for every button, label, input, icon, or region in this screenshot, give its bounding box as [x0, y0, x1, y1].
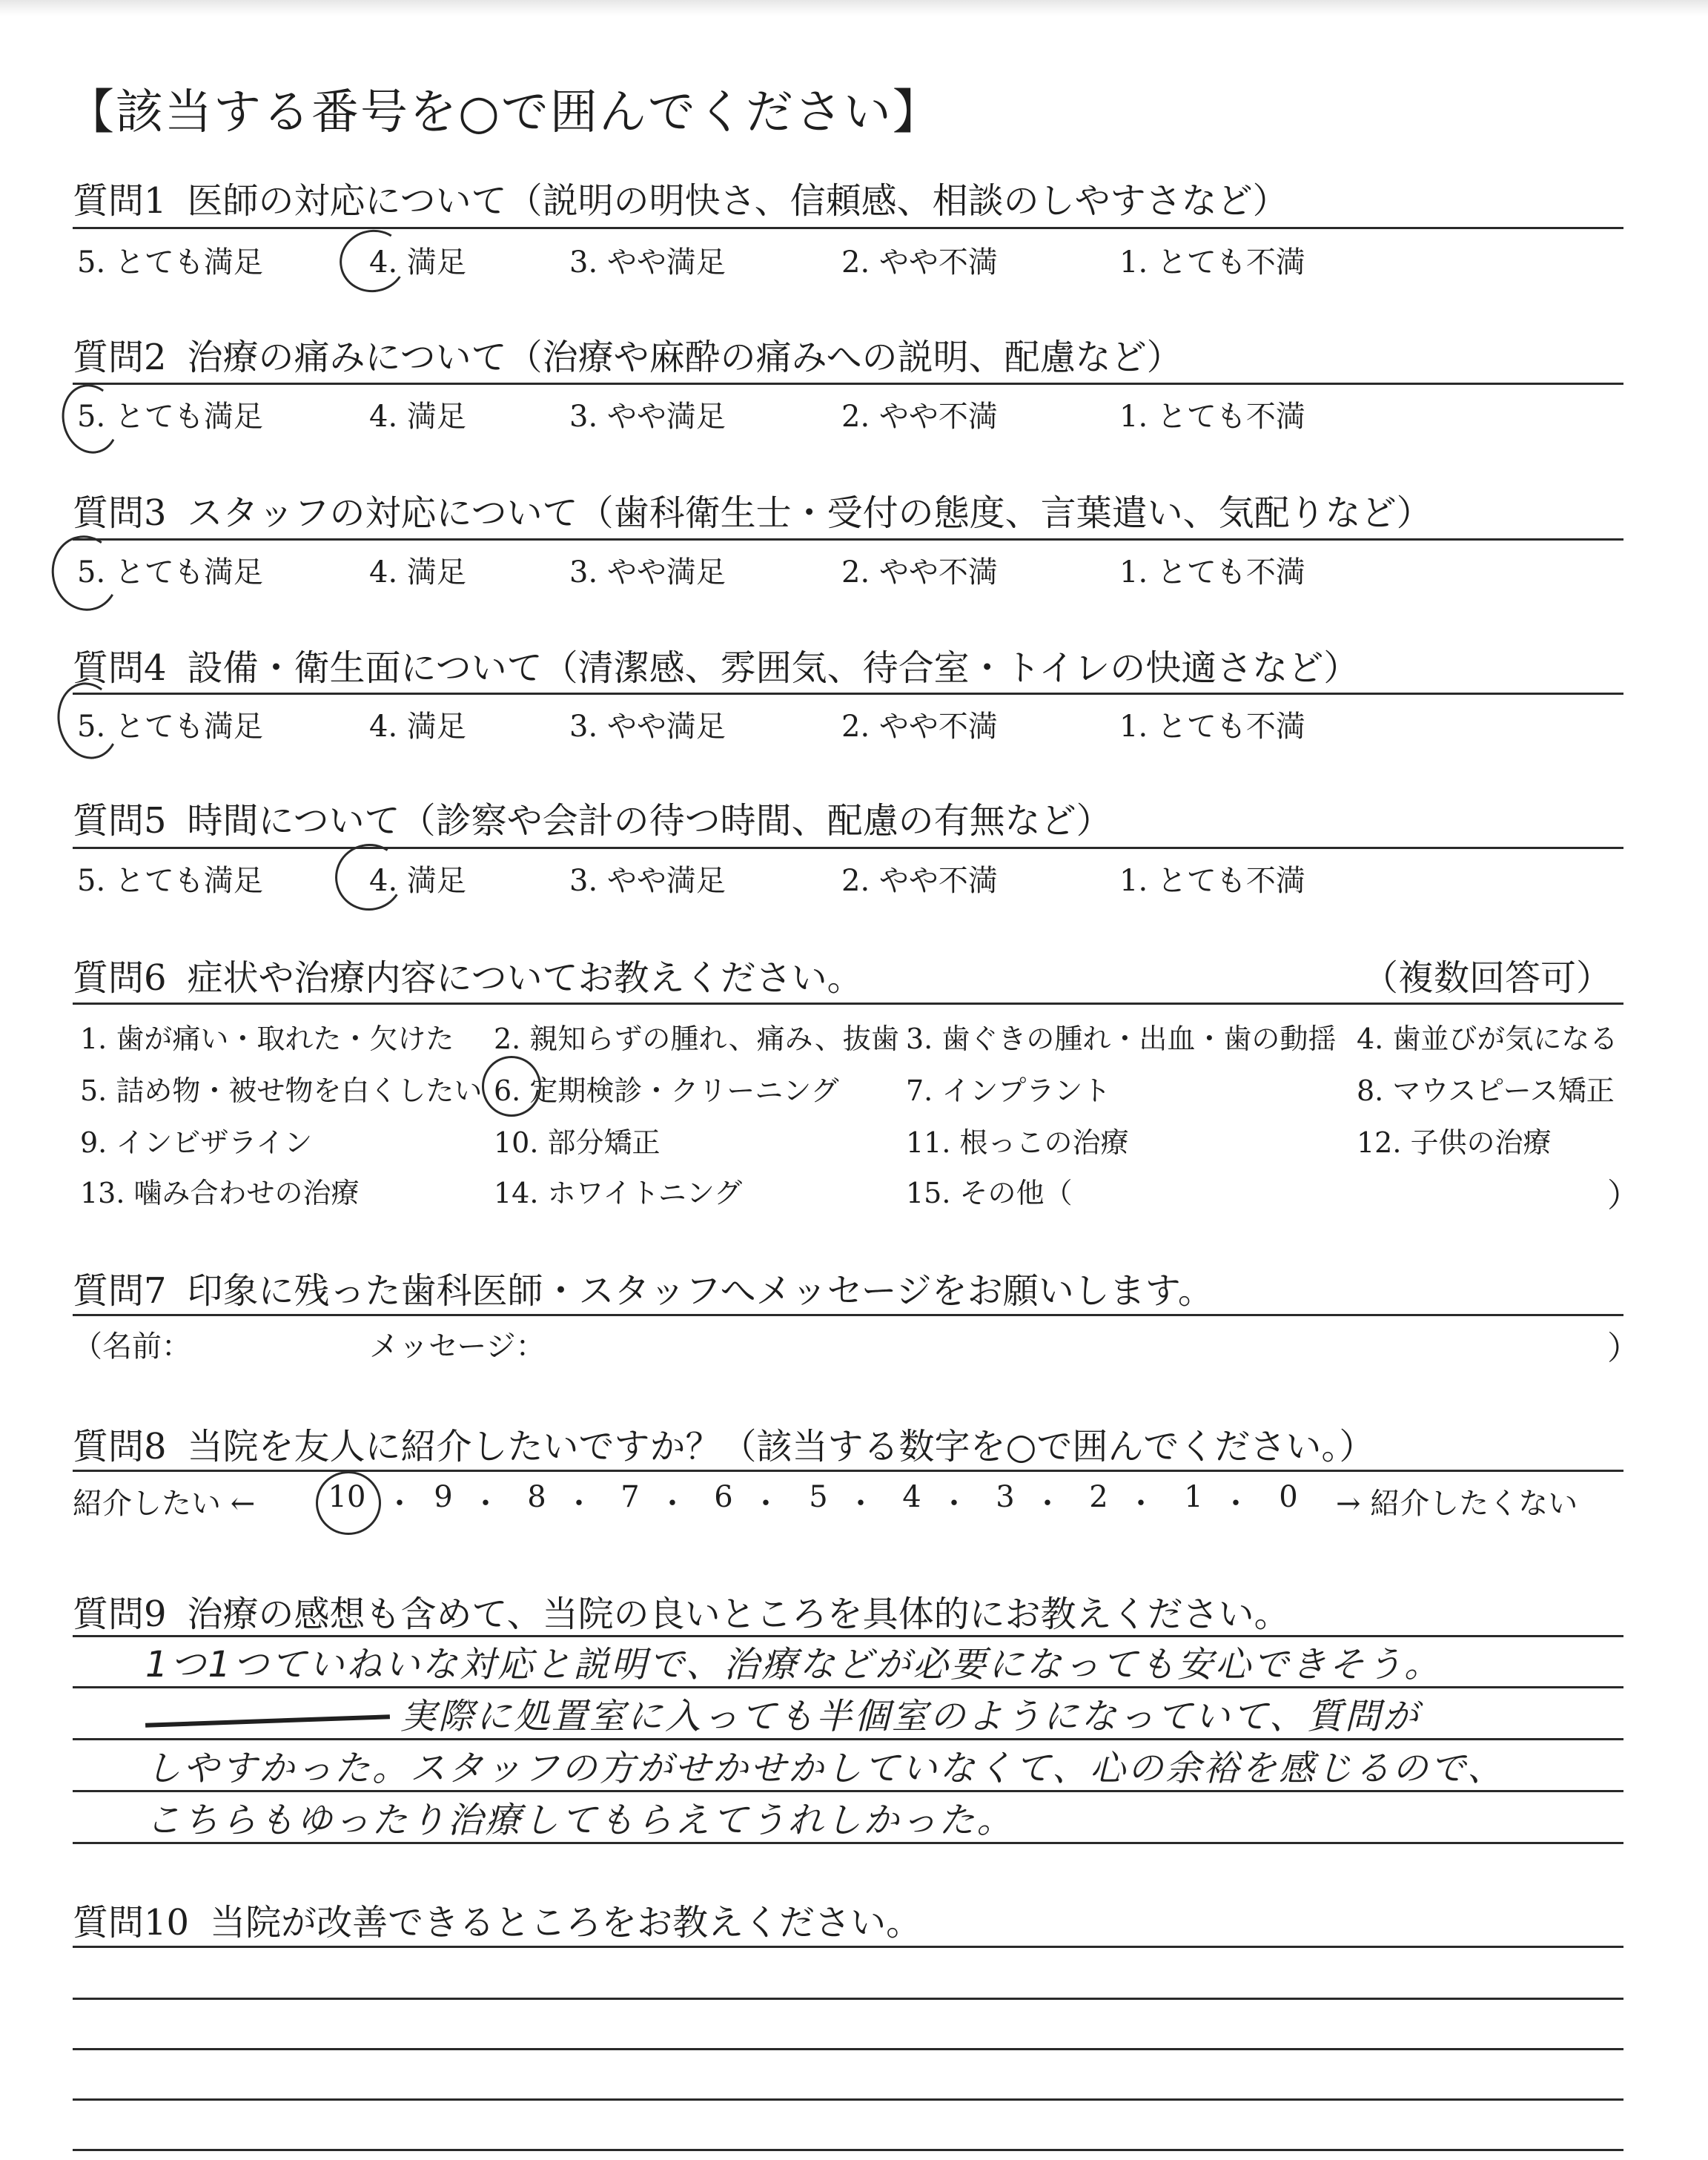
q8-separator: ・ — [1221, 1487, 1251, 1521]
q5-option-2[interactable]: 2. やや不満 — [841, 864, 998, 898]
q8-scale-4[interactable]: 4 — [902, 1480, 921, 1514]
q4-number: 質問4 — [73, 647, 167, 689]
q3-number: 質問3 — [73, 492, 167, 534]
q7-rule — [73, 1314, 1623, 1316]
q8-separator: ・ — [385, 1487, 414, 1521]
q8-scale-6[interactable]: 6 — [714, 1480, 733, 1514]
q4-rule — [73, 693, 1623, 695]
q9-title: 治療の感想も含めて、当院の良いところを具体的にお教えください。 — [187, 1593, 1290, 1635]
q4-title: 設備・衛生面について（清潔感、雰囲気、待合室・トイレの快適さなど） — [187, 647, 1360, 689]
q8-scale-9[interactable]: 9 — [434, 1480, 453, 1514]
q7-title: 印象に残った歯科医師・スタッフへメッセージをお願いします。 — [187, 1270, 1214, 1312]
q2-option-4[interactable]: 4. 満足 — [369, 400, 466, 434]
q5-option-5[interactable]: 5. とても満足 — [77, 864, 263, 898]
q1-option-2[interactable]: 2. やや不満 — [841, 245, 998, 280]
q6-note: （複数回答可） — [1363, 957, 1612, 999]
q4-option-2[interactable]: 2. やや不満 — [841, 710, 998, 744]
q7-name-label: （名前： — [73, 1330, 191, 1364]
q7-number: 質問7 — [73, 1270, 167, 1312]
q3-option-2[interactable]: 2. やや不満 — [841, 555, 998, 589]
q10-answer-line — [73, 2098, 1623, 2101]
q8-separator: ・ — [658, 1487, 687, 1521]
q1-title-row — [73, 172, 1288, 223]
q6-option-9[interactable]: 9. インビザライン — [80, 1126, 313, 1159]
q7-title-row — [73, 1262, 1214, 1313]
q8-title: 当院を友人に紹介したいですか？（該当する数字を○で囲んでください。） — [187, 1426, 1375, 1467]
q6-option-7[interactable]: 7. インプラント — [906, 1074, 1111, 1107]
q5-title: 時間について（診察や会計の待つ時間、配慮の有無など） — [187, 800, 1112, 842]
q3-selection-circle — [44, 529, 125, 617]
q8-scale-0[interactable]: 0 — [1279, 1480, 1298, 1514]
q8-scale-3[interactable]: 3 — [996, 1480, 1015, 1514]
q6-option-14[interactable]: 14. ホワイトニング — [494, 1177, 743, 1209]
q10-title-row — [73, 1894, 921, 1945]
q10-answer-line — [73, 2149, 1623, 2151]
q6-option-8[interactable]: 8. マウスピース矯正 — [1357, 1074, 1615, 1107]
q6-option-11[interactable]: 11. 根っこの治療 — [906, 1126, 1129, 1159]
q6-title: 症状や治療内容についてお教えください。 — [187, 957, 863, 999]
q10-answer-line — [73, 1998, 1623, 2000]
q7-close-paren: ） — [1607, 1330, 1640, 1367]
q10-rule — [73, 1946, 1623, 1948]
q9-crossed-out-scribble — [145, 1714, 390, 1728]
q6-rule — [73, 1003, 1623, 1005]
q6-option-10[interactable]: 10. 部分矯正 — [494, 1126, 661, 1159]
q9-handwritten-line-1: 1つ1つていねいな対応と説明で、治療などが必要になっても安心できそう。 — [145, 1644, 1443, 1685]
q8-selection-circle — [316, 1471, 381, 1535]
q6-option-12[interactable]: 12. 子供の治療 — [1357, 1126, 1552, 1159]
q1-option-5[interactable]: 5. とても満足 — [77, 245, 263, 280]
q6-option-3[interactable]: 3. 歯ぐきの腫れ・出血・歯の動揺 — [906, 1023, 1337, 1055]
q7-message-label: メッセージ： — [369, 1330, 546, 1364]
q1-option-3[interactable]: 3. やや満足 — [569, 245, 726, 280]
q9-handwritten-line-3: しやすかった。スタッフの方がせかせかしていなくて、心の余裕を感じるので、 — [145, 1748, 1506, 1789]
q8-separator: ・ — [564, 1487, 594, 1521]
q3-rule — [73, 538, 1623, 541]
q5-rule — [73, 847, 1623, 849]
q9-handwritten-line-4: こちらもゆったり治療してもらえてうれしかった。 — [145, 1800, 1015, 1841]
q5-option-1[interactable]: 1. とても不満 — [1119, 864, 1305, 898]
q8-title-row — [73, 1418, 1374, 1469]
q8-separator: ・ — [939, 1487, 969, 1521]
q3-title: スタッフの対応について（歯科衛生士・受付の態度、言葉遣い、気配りなど） — [187, 492, 1432, 534]
q5-selection-circle — [329, 837, 410, 916]
q2-selection-circle — [56, 379, 125, 459]
q8-left-label: 紹介したい ← — [73, 1487, 256, 1521]
q4-option-1[interactable]: 1. とても不満 — [1119, 710, 1305, 744]
q1-selection-circle — [334, 224, 411, 299]
q6-option-4[interactable]: 4. 歯並びが気になる — [1357, 1023, 1618, 1055]
q4-option-3[interactable]: 3. やや満足 — [569, 710, 726, 744]
q1-option-1[interactable]: 1. とても不満 — [1119, 245, 1305, 280]
scan-top-edge — [0, 0, 1708, 16]
q9-handwritten-line-2: 実際に処置室に入っても半個室のようになっていて、質問が — [400, 1696, 1421, 1737]
q2-option-2[interactable]: 2. やや不満 — [841, 400, 998, 434]
q8-rule — [73, 1470, 1623, 1472]
q6-number: 質問6 — [73, 957, 167, 999]
q6-option-13[interactable]: 13. 噛み合わせの治療 — [80, 1177, 360, 1209]
q3-option-3[interactable]: 3. やや満足 — [569, 555, 726, 589]
q2-option-5[interactable]: 5. とても満足 — [77, 400, 263, 434]
q10-answer-line — [73, 2048, 1623, 2050]
q4-title-row — [73, 639, 1359, 690]
q8-separator: ・ — [1033, 1487, 1062, 1521]
q3-option-4[interactable]: 4. 満足 — [369, 555, 466, 589]
q10-number: 質問10 — [73, 1902, 190, 1943]
q1-rule — [73, 227, 1623, 229]
q6-title-row — [73, 949, 863, 1000]
q5-option-4[interactable]: 4. 満足 — [369, 864, 466, 898]
form-header: 【該当する番号を○で囲んでください】 — [67, 85, 941, 140]
q2-option-1[interactable]: 1. とても不満 — [1119, 400, 1305, 434]
q2-title-row — [73, 328, 1182, 380]
q1-title: 医師の対応について（説明の明快さ、信頼感、相談のしやすさなど） — [187, 180, 1288, 222]
q6-other-close-paren: ） — [1607, 1177, 1640, 1215]
q2-title: 治療の痛みについて（治療や麻酔の痛みへの説明、配慮など） — [187, 337, 1182, 378]
q1-number: 質問1 — [73, 180, 167, 222]
q8-scale-2[interactable]: 2 — [1089, 1480, 1108, 1514]
q2-option-3[interactable]: 3. やや満足 — [569, 400, 726, 434]
q4-option-4[interactable]: 4. 満足 — [369, 710, 466, 744]
q5-title-row — [73, 792, 1112, 843]
q6-option-6[interactable]: 6. 定期検診・クリーニング — [494, 1074, 839, 1107]
q8-scale-1[interactable]: 1 — [1184, 1480, 1203, 1514]
q9-number: 質問9 — [73, 1593, 167, 1635]
q8-separator: ・ — [846, 1487, 875, 1521]
q6-option-2[interactable]: 2. 親知らずの腫れ、痛み、抜歯 — [494, 1023, 899, 1055]
q2-number: 質問2 — [73, 337, 167, 378]
q1-option-4[interactable]: 4. 満足 — [369, 245, 466, 280]
q8-separator: ・ — [1126, 1487, 1156, 1521]
q8-separator: ・ — [751, 1487, 781, 1521]
q8-scale-7[interactable]: 7 — [620, 1480, 640, 1514]
q9-title-row — [73, 1585, 1290, 1636]
q6-option-15[interactable]: 15. その他（ — [906, 1177, 1073, 1209]
q2-rule — [73, 383, 1623, 385]
q8-right-label: → 紹介したくない — [1336, 1487, 1578, 1521]
q5-option-3[interactable]: 3. やや満足 — [569, 864, 726, 898]
q3-option-5[interactable]: 5. とても満足 — [77, 555, 263, 589]
q8-scale-8[interactable]: 8 — [527, 1480, 546, 1514]
q6-option-1[interactable]: 1. 歯が痛い・取れた・欠けた — [80, 1023, 454, 1055]
q8-number: 質問8 — [73, 1426, 167, 1467]
q5-number: 質問5 — [73, 800, 167, 842]
q6-selection-circle — [482, 1056, 541, 1117]
q3-option-1[interactable]: 1. とても不満 — [1119, 555, 1305, 589]
q10-title: 当院が改善できるところをお教えください。 — [210, 1902, 922, 1943]
q4-option-5[interactable]: 5. とても満足 — [77, 710, 263, 744]
q6-option-5[interactable]: 5. 詰め物・被せ物を白くしたい — [80, 1074, 483, 1107]
q3-title-row — [73, 484, 1432, 535]
q8-scale-10[interactable]: 10 — [328, 1480, 366, 1514]
q8-scale-5[interactable]: 5 — [809, 1480, 828, 1514]
q8-separator: ・ — [471, 1487, 500, 1521]
